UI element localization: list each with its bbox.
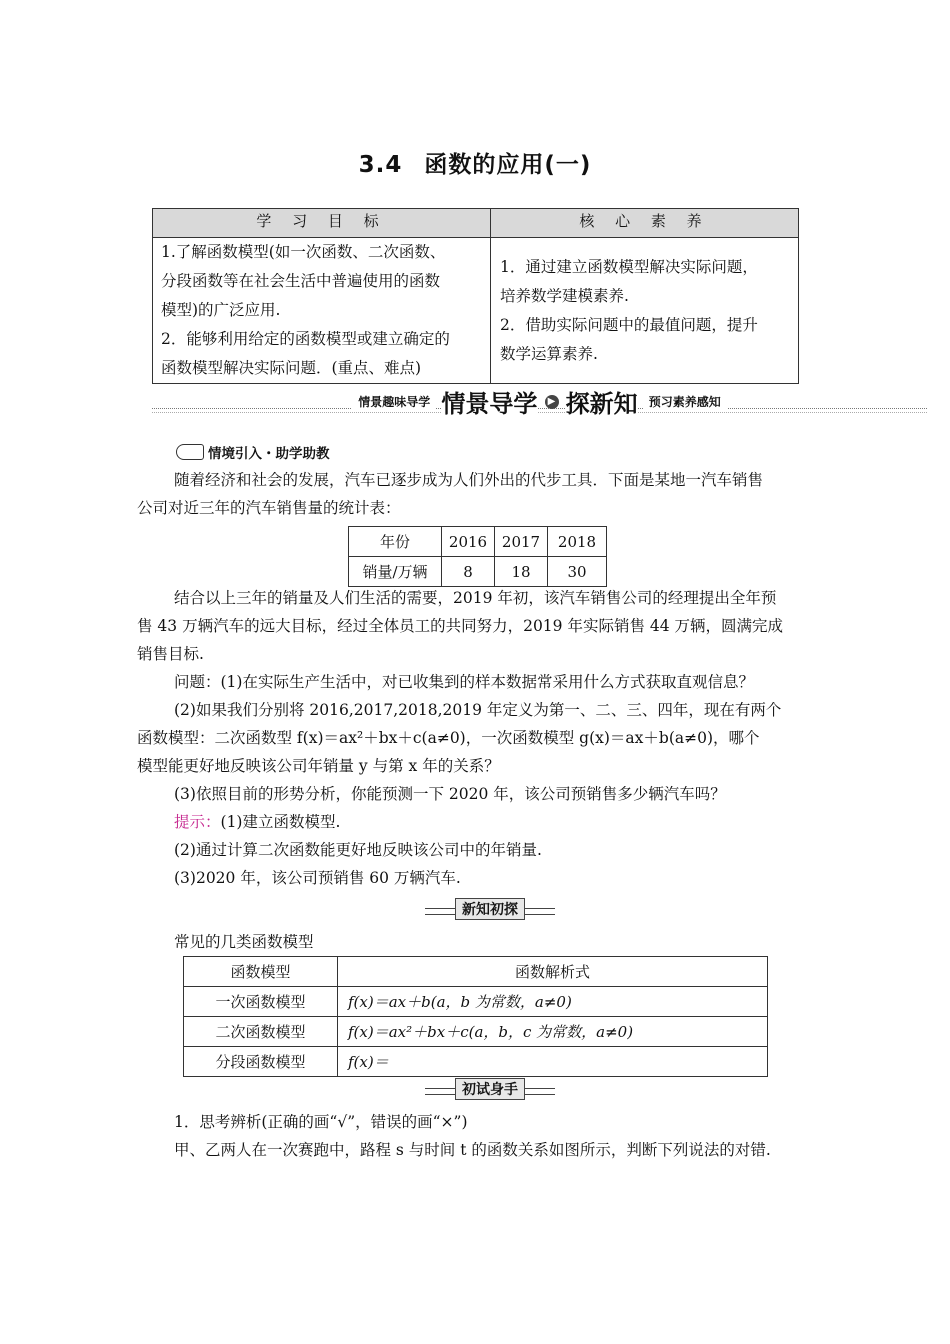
pointing-hand-icon <box>176 444 204 460</box>
models-header-left: 函数模型 <box>184 957 338 987</box>
question-1: 问题：(1)在实际生产生活中，对已收集到的样本数据常采用什么方式获取直观信息？ <box>174 673 754 691</box>
model-name: 一次函数模型 <box>184 987 338 1017</box>
sales-table <box>348 526 607 587</box>
section-new-text: 新知初探 <box>455 898 525 920</box>
banner-main-1: 情景导学 <box>441 390 538 418</box>
page-title <box>0 146 950 179</box>
goals-left-line: 1.了解函数模型(如一次函数、二次函数、 <box>161 243 446 261</box>
question-3: (3)依照目前的形势分析，你能预测一下 2020 年，该公司预销售多少辆汽车吗？ <box>174 785 726 803</box>
model-name: 二次函数模型 <box>184 1017 338 1047</box>
hint-1 <box>174 808 816 836</box>
sales-year: 2018 <box>548 527 607 557</box>
exercise-line-2: 甲、乙两人在一次赛跑中，路程 s 与时间 t 的函数关系如图所示，判断下列说法的对错. <box>174 1141 771 1159</box>
section-label-try <box>425 1078 555 1100</box>
goals-right-line: 1．通过建立函数模型解决实际问题， <box>500 257 758 276</box>
sales-year: 2016 <box>442 527 495 557</box>
goals-table <box>152 208 799 384</box>
banner-left-text: 情景趣味导学 <box>352 395 436 409</box>
question-2-line-3: 模型能更好地反映该公司年销量 y 与第 x 年的关系？ <box>137 757 500 775</box>
intro-line-2: 公司对近三年的汽车销售量的统计表： <box>137 499 401 517</box>
section-label-new-knowledge <box>425 898 555 920</box>
function-models-table <box>183 956 768 1077</box>
hint-1-text: (1)建立函数模型. <box>220 813 341 831</box>
question-2-line-2: 函数模型：二次函数型 f(x)＝ax²＋bx＋c(a≠0)，一次函数模型 g(x)＝ax＋b(a≠0)，哪个 <box>137 729 760 747</box>
hint-2: (2)通过计算二次函数能更好地反映该公司中的年销量. <box>174 841 542 859</box>
model-formula: f(x)＝ax＋b(a，b 为常数，a≠0) <box>338 987 768 1017</box>
banner-right-text: 预习素养感知 <box>643 395 727 409</box>
models-intro: 常见的几类函数模型 <box>174 933 314 951</box>
question-2-line-1: (2)如果我们分别将 2016,2017,2018,2019 年定义为第一、二、三、四年，现在有两个 <box>174 701 782 719</box>
section-number: 3.4 <box>358 152 403 178</box>
hint-label: 提示： <box>174 813 221 831</box>
goals-left-line: 模型)的广泛应用. <box>161 301 281 319</box>
goals-right-cell <box>491 238 799 384</box>
model-formula: f(x)＝ <box>338 1047 768 1077</box>
models-header-right: 函数解析式 <box>338 957 768 987</box>
goals-right-line: 培养数学建模素养. <box>500 286 629 305</box>
goals-right-line: 数学运算素养. <box>500 344 598 363</box>
situation-label-text: 情境引入・助学助教 <box>208 446 330 462</box>
section-title: 函数的应用(一) <box>424 152 592 178</box>
para2-line-3: 销售目标. <box>137 645 204 663</box>
sales-row-label-year: 年份 <box>349 527 442 557</box>
model-name: 分段函数模型 <box>184 1047 338 1077</box>
section-banner <box>152 384 927 418</box>
goals-header-left: 学 习 目 标 <box>153 209 491 238</box>
arrow-icon: ▶ <box>545 395 559 409</box>
banner-main-2: 探新知 <box>565 390 638 418</box>
goals-left-line: 函数模型解决实际问题．(重点、难点) <box>161 359 422 377</box>
goals-left-cell <box>153 238 491 384</box>
para2-line-2: 售 43 万辆汽车的远大目标，经过全体员工的共同努力，2019 年实际销售 44 万辆，圆满完成 <box>137 617 784 635</box>
sales-value: 8 <box>442 557 495 587</box>
sales-year: 2017 <box>495 527 548 557</box>
sales-value: 30 <box>548 557 607 587</box>
sales-row-label-volume: 销量/万辆 <box>349 557 442 587</box>
goals-header-right: 核 心 素 养 <box>491 209 799 238</box>
goals-right-line: 2．借助实际问题中的最值问题，提升 <box>500 315 758 334</box>
intro-line-1: 随着经济和社会的发展，汽车已逐步成为人们外出的代步工具．下面是某地一汽车销售 <box>174 471 764 489</box>
exercise-line-1: 1．思考辨析(正确的画“√”，错误的画“×”) <box>174 1113 468 1131</box>
model-formula: f(x)＝ax²＋bx＋c(a，b，c 为常数，a≠0) <box>338 1017 768 1047</box>
para2-line-1: 结合以上三年的销量及人们生活的需要，2019 年初，该汽车销售公司的经理提出全年预 <box>174 589 777 607</box>
sales-value: 18 <box>495 557 548 587</box>
section-try-text: 初试身手 <box>455 1078 525 1100</box>
goals-left-line: 2．能够利用给定的函数模型或建立确定的 <box>161 330 450 348</box>
goals-left-line: 分段函数等在社会生活中普遍使用的函数 <box>161 272 441 290</box>
hint-3: (3)2020 年，该公司预销售 60 万辆汽车. <box>174 869 461 887</box>
situation-label <box>176 442 330 462</box>
